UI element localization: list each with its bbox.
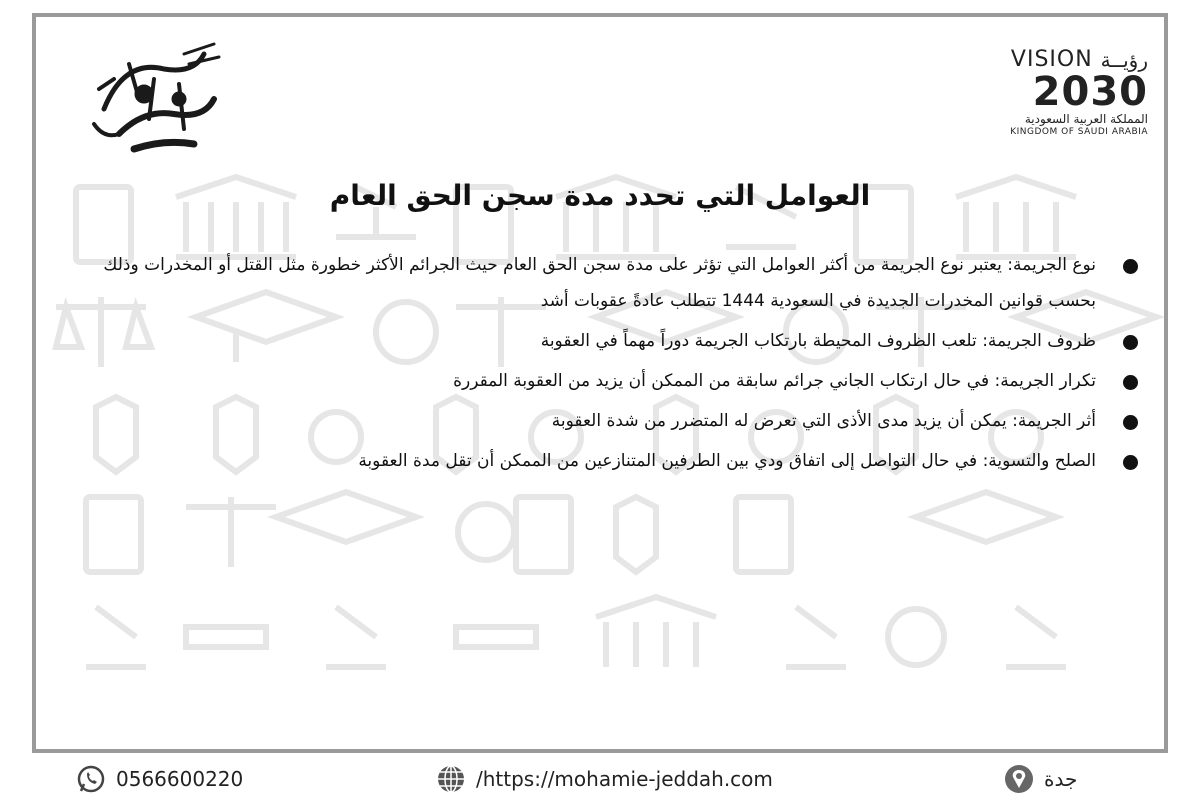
vision-year: 2030 <box>1032 69 1148 115</box>
bullet-icon <box>1123 415 1138 430</box>
list-item-text: الصلح والتسوية: في حال التواصل إلى اتفاق ودي بين الطرفين المتنازعين من الممكن أن تقل مدة العقوبة <box>358 451 1096 471</box>
website-link[interactable]: /https://mohamie-jeddah.com <box>476 767 773 791</box>
list-item <box>76 403 1142 439</box>
whatsapp-icon <box>76 764 106 794</box>
globe-icon <box>436 764 466 794</box>
list-item <box>76 443 1142 479</box>
list-item-text: تكرار الجريمة: في حال ارتكاب الجاني جرائم سابقة من الممكن أن يزيد من العقوبة المقررة <box>453 371 1096 391</box>
footer-location <box>1004 764 1077 794</box>
document-card <box>32 13 1168 753</box>
list-item-text: أثر الجريمة: يمكن أن يزيد مدى الأذى التي تعرض له المتضرر من شدة العقوبة <box>551 411 1096 431</box>
footer <box>0 760 1200 800</box>
bullet-icon <box>1123 259 1138 274</box>
kingdom-english: KINGDOM OF SAUDI ARABIA <box>1010 127 1148 137</box>
bullet-icon <box>1123 375 1138 390</box>
footer-phone[interactable] <box>76 764 243 794</box>
phone-number: 0566600220 <box>116 767 244 791</box>
factors-list <box>76 247 1142 483</box>
kingdom-arabic: المملكة العربية السعودية <box>1024 112 1148 126</box>
location-pin-icon <box>1004 764 1034 794</box>
page-title: العوامل التي تحدد مدة سجن الحق العام <box>329 179 871 212</box>
bullet-icon <box>1123 455 1138 470</box>
list-item <box>76 363 1142 399</box>
list-item <box>76 323 1142 359</box>
list-item-text: نوع الجريمة: يعتبر نوع الجريمة من أكثر العوامل التي تؤثر على مدة سجن الحق العام حيث الجرائم الأكثر خطورة مثل القتل أو المخدرات وذلك بحسب قوانين المخدرات الجديدة في السعودية 1444 تتطلب عادةً عقوبات أشد <box>103 255 1096 311</box>
vision-word: VISION <box>1010 47 1093 72</box>
city-name: جدة <box>1044 767 1078 791</box>
list-item-text: ظروف الجريمة: تلعب الظروف المحيطة بارتكاب الجريمة دوراً مهماً في العقوبة <box>540 331 1096 351</box>
list-item <box>76 247 1142 319</box>
calligraphy-logo <box>84 39 224 159</box>
vision-2030-logo <box>978 47 1148 157</box>
bullet-icon <box>1123 335 1138 350</box>
vision-arabic-word: رؤيــة <box>1100 47 1148 72</box>
footer-website[interactable] <box>436 764 773 794</box>
